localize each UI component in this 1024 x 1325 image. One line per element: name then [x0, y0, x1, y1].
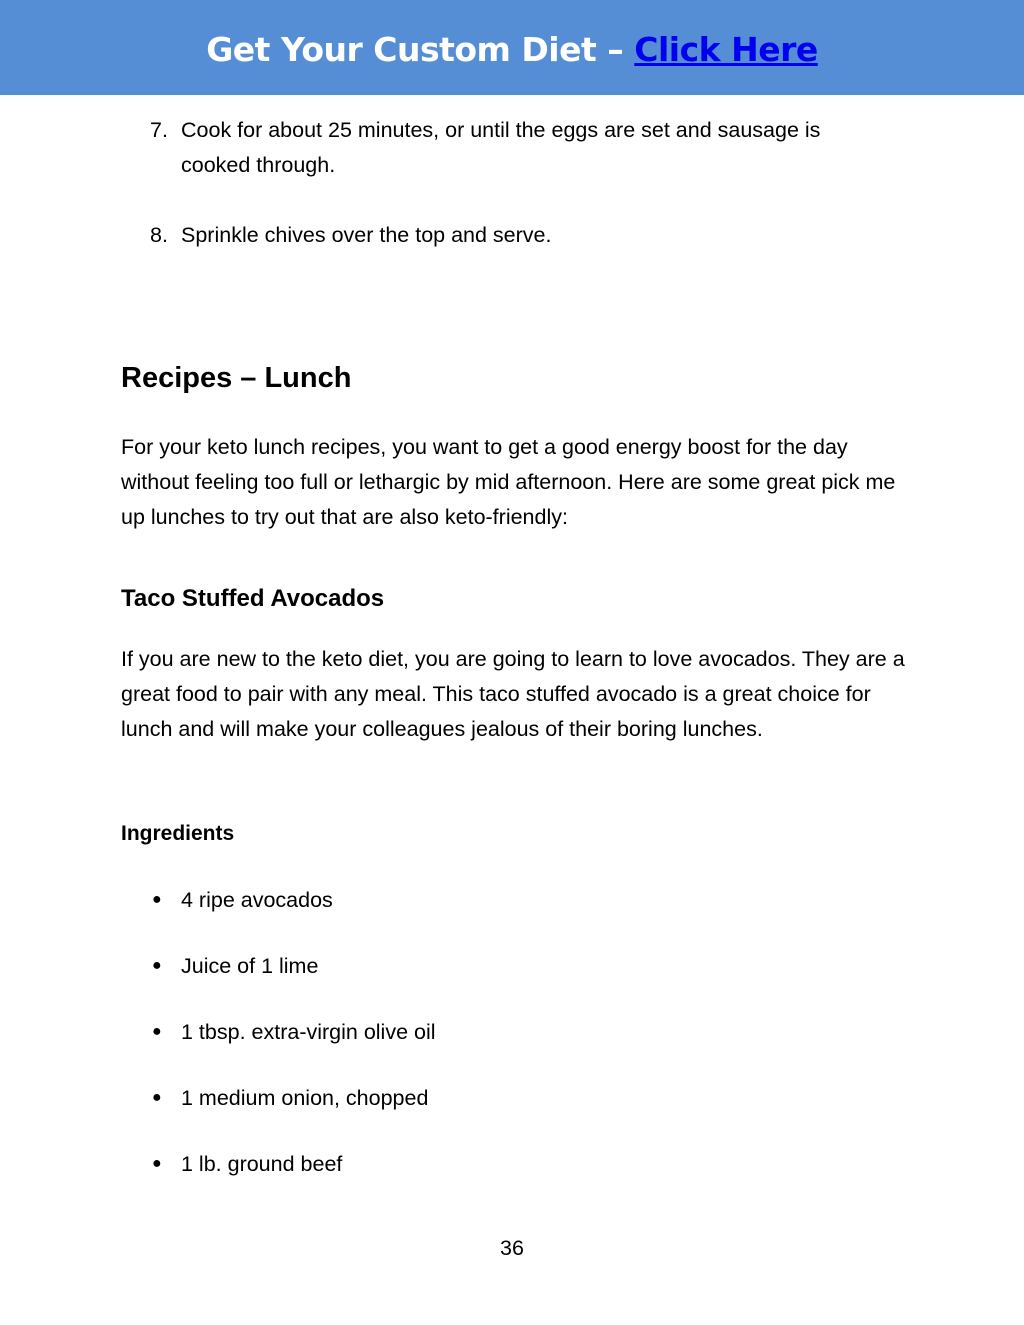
bullet-icon: ●: [152, 957, 162, 974]
list-item: [152, 1017, 436, 1047]
step-text: Cook for about 25 minutes, or until the eggs are set and sausage is cooked through.: [181, 118, 821, 177]
step-number: 8.: [150, 223, 168, 247]
step-8: [150, 218, 890, 253]
list-item: [152, 951, 318, 981]
bullet-icon: ●: [152, 891, 162, 908]
list-item: [152, 1149, 342, 1179]
section-heading: Recipes – Lunch: [121, 362, 352, 394]
step-text: Sprinkle chives over the top and serve.: [181, 223, 552, 247]
banner-text: [0, 28, 1024, 72]
bullet-icon: ●: [152, 1089, 162, 1106]
list-item: [152, 885, 333, 915]
list-item: [152, 1083, 428, 1113]
ingredient-text: 1 lb. ground beef: [181, 1152, 343, 1176]
ingredient-text: 1 tbsp. extra-virgin olive oil: [181, 1020, 436, 1044]
banner-prefix: Get Your Custom Diet –: [206, 30, 635, 69]
step-7: [150, 113, 890, 183]
page-number: 36: [500, 1236, 524, 1260]
ingredient-text: 1 medium onion, chopped: [181, 1086, 429, 1110]
recipe-title: Taco Stuffed Avocados: [121, 585, 385, 612]
ingredient-text: Juice of 1 lime: [181, 954, 319, 978]
ingredients-heading: Ingredients: [121, 822, 235, 845]
recipe-description: If you are new to the keto diet, you are going to learn to love avocados. They are a great food to pair with any meal. This taco stuffed avocado is a great choice for lunch and will make your colleagues jealous of their boring lunches.: [121, 647, 905, 741]
step-number: 7.: [150, 118, 168, 142]
bullet-icon: ●: [152, 1155, 162, 1172]
click-here-link[interactable]: Click Here: [634, 30, 818, 69]
custom-diet-banner: [0, 0, 1024, 95]
ingredient-text: 4 ripe avocados: [181, 888, 333, 912]
section-intro: For your keto lunch recipes, you want to get a good energy boost for the day without feeling too full or lethargic by mid afternoon. Here are some great pick me up lunches to try out that are also keto-friendly:: [121, 435, 896, 529]
bullet-icon: ●: [152, 1023, 162, 1040]
